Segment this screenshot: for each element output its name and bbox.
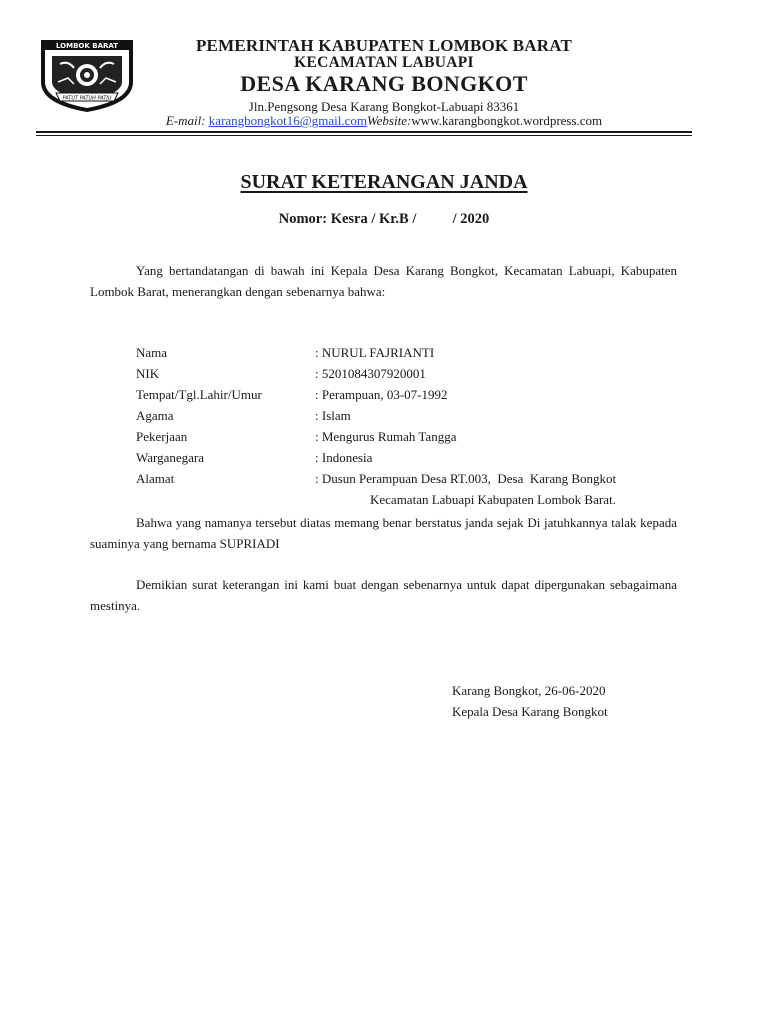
identity-fields — [136, 342, 696, 507]
letterhead-district-name: KECAMATAN LABUAPI — [294, 54, 474, 71]
letterhead-contact — [130, 113, 638, 129]
field-value: : Mengurus Rumah Tangga — [315, 429, 457, 444]
field-value: : Dusun Perampuan Desa RT.003, Desa Karang Bongkot — [315, 471, 617, 486]
website-label: Website: — [367, 113, 412, 128]
letterhead-government-name: PEMERINTAH KABUPATEN LOMBOK BARAT — [195, 36, 573, 55]
document-title — [0, 171, 768, 194]
letterhead-village-name: DESA KARANG BONGKOT — [240, 71, 528, 96]
field-row-warganegara — [136, 447, 696, 468]
svg-text:LOMBOK BARAT: LOMBOK BARAT — [55, 42, 119, 50]
field-label: Alamat — [136, 471, 175, 486]
email-link[interactable]: karangbongkot16@gmail.com — [208, 113, 367, 128]
website-text: www.karangbongkot.wordpress.com — [411, 113, 603, 128]
field-row-agama — [136, 405, 696, 426]
field-row-alamat — [136, 468, 696, 507]
field-row-pekerjaan — [136, 426, 696, 447]
field-value: : NURUL FAJRIANTI — [315, 345, 435, 360]
closing-paragraph: Demikian surat keterangan ini kami buat dengan sebenarnya untuk dapat dipergunakan sebagaimana mestinya. — [90, 577, 677, 613]
signature-place-date: Karang Bongkot, 26-06-2020 — [452, 683, 606, 698]
field-value: : 5201084307920001 — [315, 366, 426, 381]
statement-paragraph: Bahwa yang namanya tersebut diatas memang benar berstatus janda sejak Di jatuhkannya talak kepada suaminya yang bernama SUPRIADI — [90, 515, 684, 551]
document-title-text: SURAT KETERANGAN JANDA — [240, 171, 528, 193]
field-label: Pekerjaan — [136, 429, 188, 444]
lombok-barat-emblem-logo — [38, 38, 136, 114]
field-row-nama — [136, 342, 696, 363]
letterhead-divider-thin — [36, 135, 692, 136]
field-value-continuation: Kecamatan Labuapi Kabupaten Lombok Barat. — [370, 492, 616, 507]
field-label: Tempat/Tgl.Lahir/Umur — [136, 387, 262, 402]
email-label: E-mail: — [165, 113, 206, 128]
field-value: : Islam — [315, 408, 351, 423]
document-number: Nomor: Kesra / Kr.B / / 2020 — [278, 211, 490, 227]
field-row-birth — [136, 384, 696, 405]
field-label: Warganegara — [136, 450, 205, 465]
signature-position: Kepala Desa Karang Bongkot — [452, 704, 608, 719]
field-label: Nama — [136, 345, 168, 360]
letterhead-divider-thick — [36, 131, 692, 133]
intro-paragraph: Yang bertandatangan di bawah ini Kepala Desa Karang Bongkot, Kecamatan Labuapi, Kabupaten Lombok Barat, menerangkan dengan sebenarnya bahwa: — [90, 263, 677, 299]
field-label: NIK — [136, 366, 160, 381]
field-label: Agama — [136, 408, 174, 423]
field-value: : Indonesia — [315, 450, 373, 465]
svg-text:PATUT PATUH PATJU: PATUT PATUH PATJU — [62, 95, 112, 102]
field-row-nik — [136, 363, 696, 384]
letterhead-address: Jln.Pengsong Desa Karang Bongkot-Labuapi 83361 — [248, 99, 520, 114]
field-value: : Perampuan, 03-07-1992 — [315, 387, 448, 402]
